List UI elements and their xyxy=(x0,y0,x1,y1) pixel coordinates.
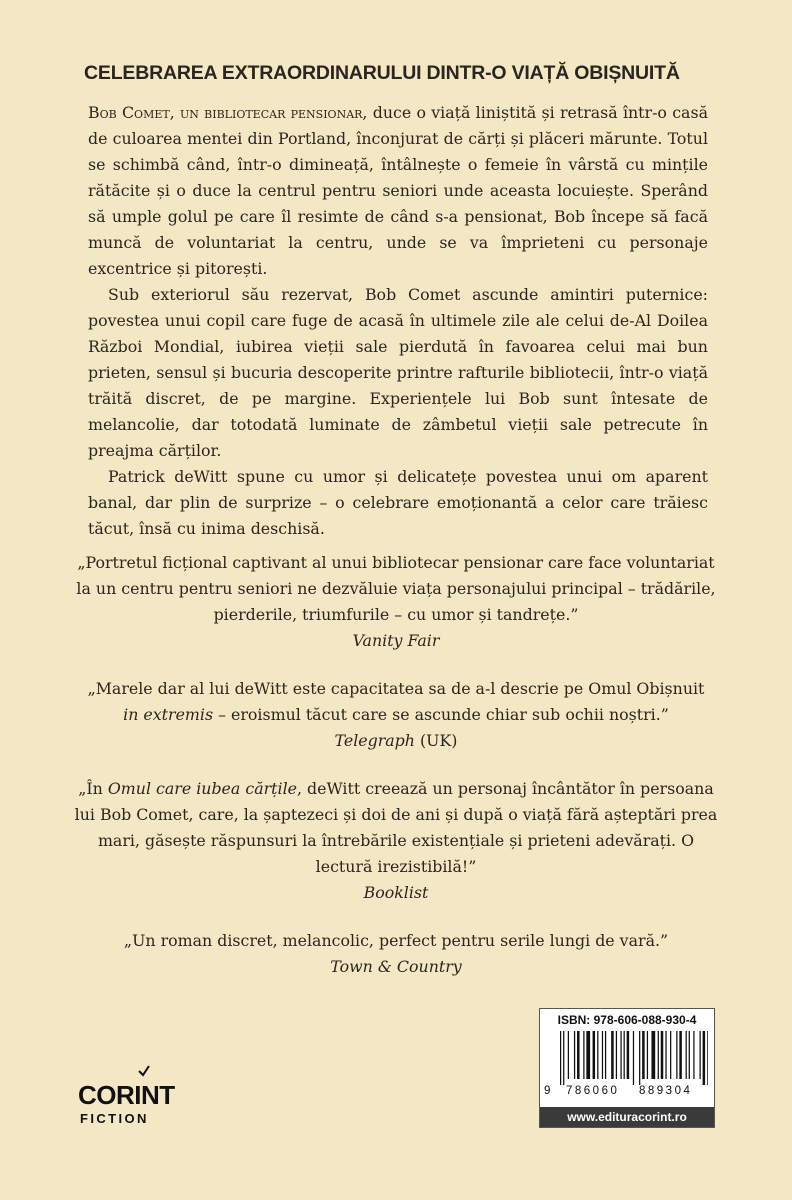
quote-text xyxy=(70,676,722,728)
barcode-bar xyxy=(574,1031,575,1079)
publisher-logo xyxy=(78,1060,188,1130)
barcode-bar xyxy=(703,1031,706,1085)
publisher-website: www.edituracorint.ro xyxy=(540,1107,714,1127)
barcode-bar xyxy=(670,1031,671,1079)
back-cover-title: CELEBRAREA EXTRAORDINARULUI DINTR-O VIAȚĂ OBIȘNUITĂ xyxy=(84,62,680,84)
barcode-digits-right: 889304 xyxy=(639,1085,693,1097)
barcode-bar xyxy=(602,1031,603,1079)
barcode-bar xyxy=(620,1031,621,1079)
isbn-label: ISBN: 978-606-088-930-4 xyxy=(557,1013,697,1027)
barcode-bar xyxy=(616,1031,617,1079)
barcode-box xyxy=(539,1008,715,1128)
blurb xyxy=(88,100,708,542)
barcode-bar xyxy=(679,1031,682,1079)
review-quote xyxy=(70,928,722,980)
barcode-icon xyxy=(546,1031,708,1087)
quote-italic: in extremis xyxy=(123,705,214,724)
quote-text: „Portretul ficțional captivant al unui bibliotecar pensionar care face voluntariat la un centru pentru seniori ne dezvăluie viața personajului principal – trădările, pierderile, triumfurile – cu umor și tandrețe.” xyxy=(76,553,716,624)
barcode-bar xyxy=(583,1031,584,1079)
review-quote xyxy=(70,676,722,754)
quote-source-line xyxy=(70,728,722,754)
barcode-bar xyxy=(689,1031,690,1079)
barcode-bar xyxy=(611,1031,614,1079)
quote-italic: Omul care iubea cărțile xyxy=(107,779,297,798)
barcode-bar xyxy=(707,1031,708,1085)
barcode-bar xyxy=(665,1031,666,1079)
barcode-digits-left: 786060 xyxy=(566,1085,620,1097)
review-quote xyxy=(70,550,722,654)
barcode-bar xyxy=(568,1031,569,1079)
logo-name: CORINT xyxy=(78,1080,175,1110)
barcode-bar xyxy=(624,1031,625,1079)
quote-text xyxy=(70,776,722,880)
review-quotes xyxy=(70,550,722,1002)
barcode-bar xyxy=(642,1031,645,1079)
blurb-paragraph-1 xyxy=(88,100,708,282)
barcode-bar xyxy=(586,1031,590,1079)
barcode-bar xyxy=(693,1031,694,1079)
quote-text-part: „Marele dar al lui deWitt este capacitatea sa de a-l descrie pe Omul Obișnuit xyxy=(87,679,705,698)
quote-source: Telegraph xyxy=(334,731,415,750)
quote-text: „Un roman discret, melancolic, perfect pentru serile lungi de vară.” xyxy=(123,931,669,950)
barcode-digit-first: 9 xyxy=(544,1085,551,1097)
checkmark-icon xyxy=(137,1064,151,1078)
blurb-paragraph-3: Patrick deWitt spune cu umor și delicatețe povestea unui om aparent banal, dar plin de surprize – o celebrare emoționantă a celor care trăiesc tăcut, însă cu inima deschisă. xyxy=(88,467,708,538)
barcode-bar xyxy=(563,1031,564,1085)
quote-source: Vanity Fair xyxy=(352,631,440,650)
quote-source: Booklist xyxy=(363,883,429,902)
barcode-bar xyxy=(658,1031,659,1079)
barcode-bar xyxy=(651,1031,655,1079)
blurb-paragraph-2: Sub exteriorul său rezervat, Bob Comet ascunde amintiri puternice: povestea unui copil care fuge de acasă în ultimele zile ale celui de-Al Doilea Război Mondial, iubirea vieții sale pierdută în favoarea celui mai bun prieten, sensul și bucuria descoperite printre rafturile bibliotecii, într-o viață trăită discret, de pe margine. Experiențele lui Bob sunt întesate de melancolie, dar totodată luminate de zâmbetul vieții sale petrecute în preajma cărților. xyxy=(88,285,708,460)
barcode-bar xyxy=(639,1031,640,1085)
barcode-bar xyxy=(661,1031,664,1079)
logo-sub: FICTION xyxy=(80,1111,149,1126)
barcode-bar xyxy=(627,1031,630,1079)
barcode-bar xyxy=(676,1031,677,1079)
quote-text-part: „În xyxy=(78,779,108,798)
barcode-bar xyxy=(577,1031,580,1079)
barcode-bar xyxy=(605,1031,606,1079)
barcode-bar xyxy=(686,1031,687,1079)
quote-source: Town & Country xyxy=(330,957,462,976)
blurb-lead: Bob Comet, un bibliotecar pensionar xyxy=(88,103,363,122)
barcode-bar xyxy=(593,1031,596,1079)
barcode-bar xyxy=(647,1031,648,1079)
quote-text-part: – eroismul tăcut care se ascunde chiar sub ochii noștri.” xyxy=(213,705,669,724)
quote-source-suffix: (UK) xyxy=(414,731,458,750)
barcode-bar xyxy=(633,1031,634,1085)
quote-text-part: , deWitt creează un personaj încântător în persoana lui Bob Comet, care, la șaptezeci și doi de ani și după o viață fără așteptări prea mari, găsește răspunsuri la întrebările existențiale și prieteni adevărați. O lectură irezistibilă!” xyxy=(74,779,718,876)
barcode-bar xyxy=(700,1031,701,1079)
barcode-bar xyxy=(560,1031,561,1085)
blurb-text-1: , duce o viață liniștită și retrasă într-o casă de culoarea mentei din Portland, înconjurat de cărți și plăceri mărunte. Totul se schimbă când, într-o dimineață, întâlnește o femeie în vârstă cu mințile rătăcite și o duce la centrul pentru seniori unde aceasta locuiește. Sperând să umple golul pe care îl resimte de când s-a pensionat, Bob începe să facă muncă de voluntariat la centru, unde se va împrieteni cu personaje excentrice și pitorești. xyxy=(88,103,708,278)
review-quote xyxy=(70,776,722,906)
barcode-bar xyxy=(597,1031,598,1079)
